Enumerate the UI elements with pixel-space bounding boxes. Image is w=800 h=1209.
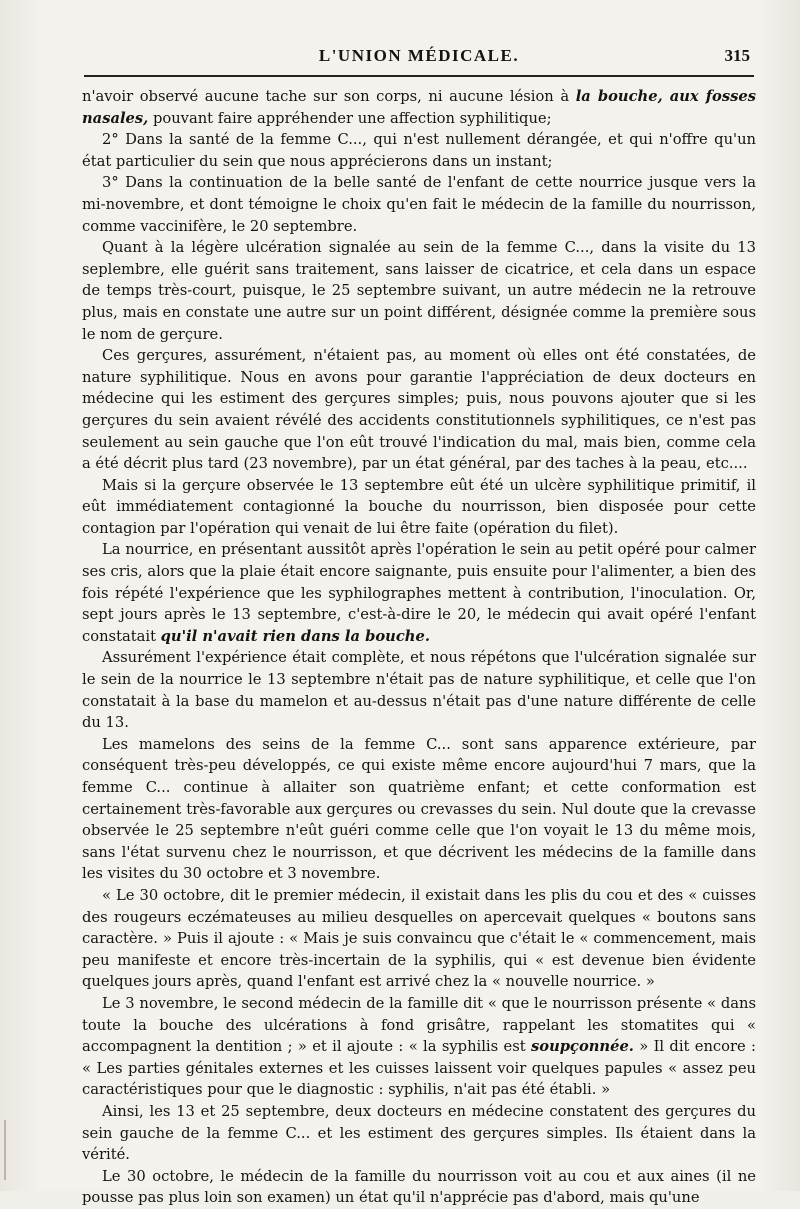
paragraph-text: 2° Dans la santé de la femme C..., qui n'est nullement dérangée, et qui n'offre qu'un état particulier du sein que nous apprécierons dans un instant; — [82, 131, 756, 170]
paragraph-text: Quant à la légère ulcération signalée au sein de la femme C..., dans la visite du 13 seplembre, elle guérit sans traitement, sans laisser de cicatrice, et cela dans un espace de temps très-court, puisque, le 25 septembre suivant, un autre médecin ne la retrouve plus, mais en constate une autre sur un point différent, désignée comme la première sous le nom de gerçure. — [82, 239, 756, 343]
paragraph-text: pouvant faire appréhender une affection syphilitique; — [148, 109, 552, 127]
emphasized-text: la bouche, aux fosses nasales, — [82, 88, 756, 127]
paragraph-text: Assurément l'expérience était complète, et nous répétons que l'ulcération signalée sur le sein de la nourrice le 13 septembre n'était pas de nature syphilitique, et celle que l'on constatait à la base du mamelon et au-dessus n'était pas d'une nature différente de celle du 13. — [82, 649, 756, 732]
emphasized-text: qu'il n'avait rien dans la bouche. — [160, 627, 430, 645]
header-rule — [84, 75, 754, 77]
running-title: L'UNION MÉDICALE. — [318, 46, 520, 65]
paragraph-text: Le 3 novembre, le second médecin de la famille dit « que le nourrisson présente « dans toute la bouche des ulcérations à fond grisâtre, rappelant les stomatites qui « accompagnent la dentition ; » et il ajoute : « la syphilis est — [82, 994, 756, 1056]
paragraph-text: Le 30 octobre, le médecin de la famille du nourrisson voit au cou et aux aines (il ne pousse pas plus loin son examen) un état qu'il n'apprécie pas d'abord, mais qu'une — [82, 1167, 756, 1207]
paragraph — [82, 539, 756, 647]
paragraph-text: 3° Dans la continuation de la belle santé de l'enfant de cette nourrice jusque vers la mi-novembre, et dont témoigne le choix qu'en fait le médecin de la famille du nourrisson, comme vaccinifère, le 20 septembre. — [82, 174, 756, 235]
paragraph-text: La nourrice, en présentant aussitôt après l'opération le sein au petit opéré pour calmer ses cris, alors que la plaie était encore saignante, puis ensuite pour l'alimenter, a bien des fois répété l'expérience que les syphilographes mettent à contribution, l'inoculation. Or, sept jours après le 13 septembre, c'est-à-dire le 20, le médecin qui avait opéré l'enfant constatait — [82, 541, 756, 645]
paragraph — [82, 734, 756, 885]
paragraph — [82, 647, 756, 733]
paragraph — [82, 885, 756, 993]
page-number: 315 — [724, 46, 750, 65]
paragraph-text: Mais si la gerçure observée le 13 septembre eût été un ulcère syphilitique primitif, il eût immédiatement contagionné la bouche du nourrisson, bien disposée pour cette contagion par l'opération qui venait de lui être faite (opération du filet). — [82, 476, 756, 537]
paragraph — [82, 129, 756, 172]
paragraph — [82, 237, 756, 345]
paragraph-text: Ainsi, les 13 et 25 septembre, deux docteurs en médecine constatent des gerçures du sein gauche de la femme C... et les estiment des gerçures simples. Ils étaient dans la vérité. — [82, 1102, 756, 1164]
paragraph — [82, 172, 756, 237]
page-header — [84, 40, 754, 70]
page-edge-mark — [4, 1120, 6, 1180]
paragraph-text: » Il dit encore : « Les parties génitales externes et les cuisses laissent voir quelques papules « assez peu caractéristiques pour que le diagnostic : syphilis, n'ait pas été établi. » — [82, 1038, 757, 1099]
paragraph-text: « Le 30 octobre, dit le premier médecin, il existait dans les plis du cou et des « cuisses des rougeurs eczémateuses au milieu desquelles on apercevait quelques « boutons sans caractère. » Puis il ajoute : « Mais je suis convaincu que c'était le « commencement, mais peu manifeste et encore très-incertain de la syphilis, qui « est devenue bien évidente quelques jours après, quand l'enfant est arrivé chez la « nouvelle nourrice. » — [82, 886, 756, 991]
paragraph — [82, 345, 756, 475]
emphasized-text: soupçonnée. — [531, 1038, 634, 1056]
paragraph — [82, 86, 756, 129]
paragraph-text: n'avoir observé aucune tache sur son corps, ni aucune lésion à — [82, 88, 576, 105]
paragraph — [82, 1101, 756, 1166]
paragraph-text: Ces gerçures, assurément, n'étaient pas, au moment où elles ont été constatées, de nature syphilitique. Nous en avons pour garantie l'appréciation de deux docteurs en médecine qui les estiment des gerçures simples; puis, nous pouvons ajouter que si les gerçures du sein avaient révélé des accidents constitutionnels syphilitiques, ce n'est pas seulement au sein gauche que l'on eût trouvé l'indication du mal, mais bien, comme cela a été décrit plus tard (23 novembre), par un état général, par des taches à la peau, etc.... — [82, 347, 756, 473]
paragraph-text: Les mamelons des seins de la femme C... sont sans apparence extérieure, par conséquent très-peu développés, ce qui existe même encore aujourd'hui 7 mars, que la femme C... continue à allaiter son quatrième enfant; et cette conformation est certainement très-favorable aux gerçures ou crevasses du sein. Nul doute que la crevasse observée le 25 septembre n'eût guéri comme celle que l'on voyait le 13 du même mois, sans l'état survenu chez le nourrisson, et que décrivent les médecins de la famille dans les visites du 30 octobre et 3 novembre. — [82, 735, 756, 883]
paragraph — [82, 993, 756, 1101]
paragraph — [82, 475, 756, 540]
paragraph — [82, 1166, 756, 1209]
article-body — [82, 86, 757, 1207]
